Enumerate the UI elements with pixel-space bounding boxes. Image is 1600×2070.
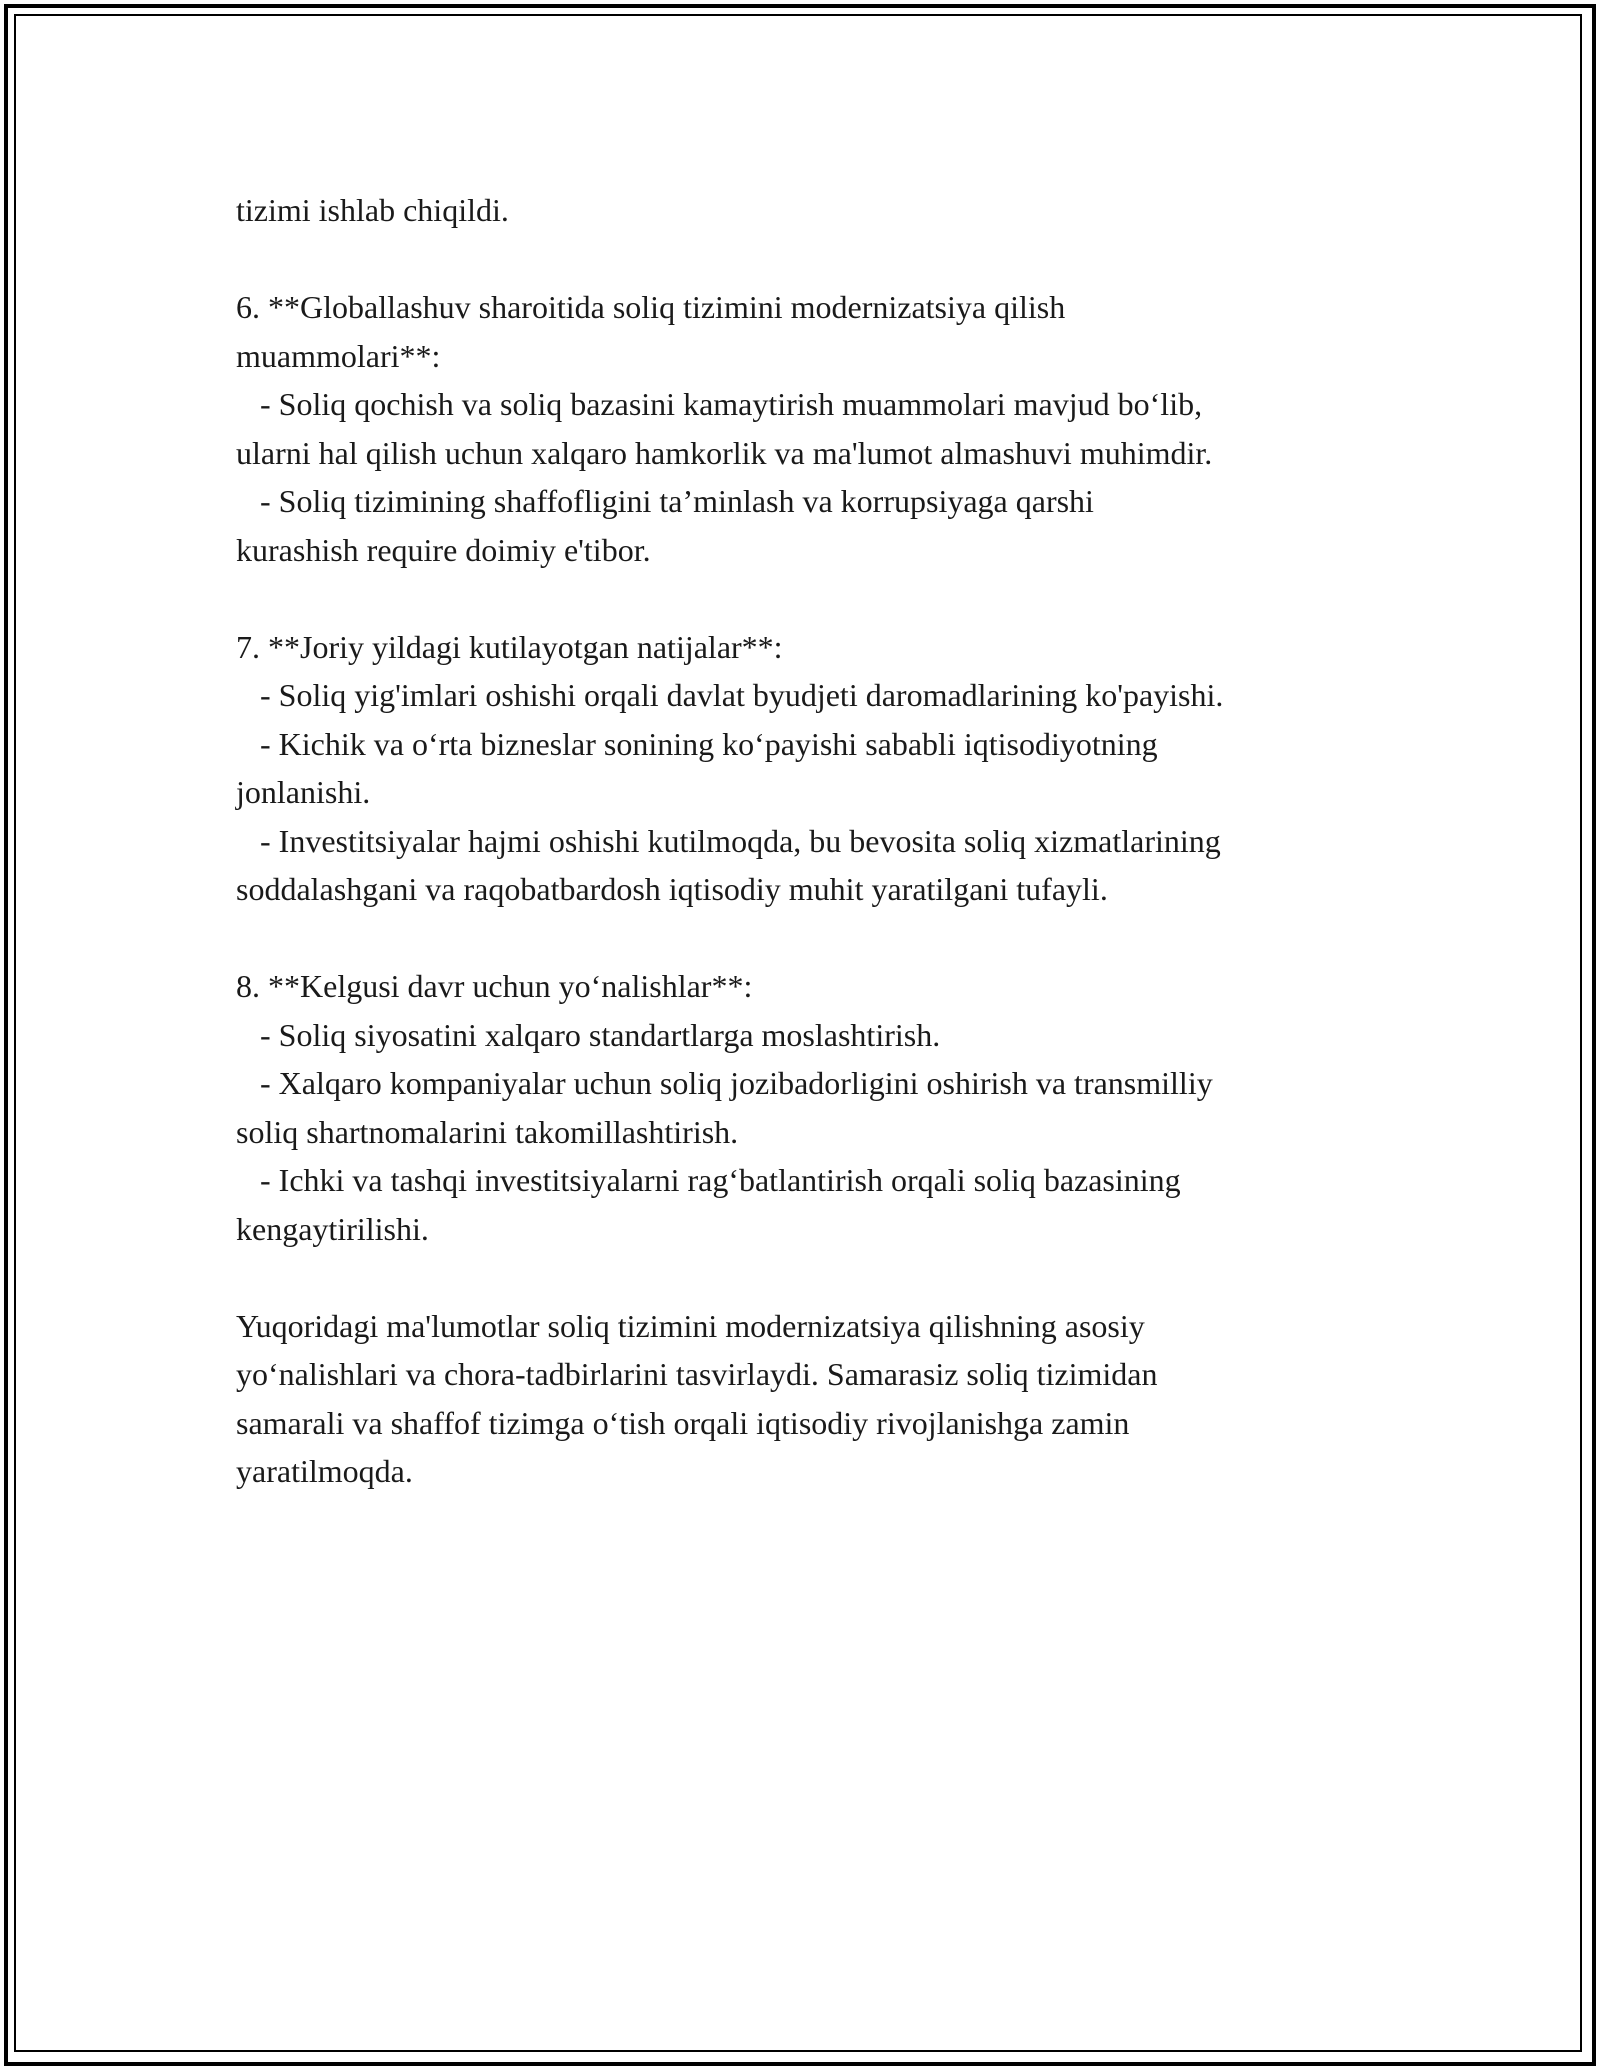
section6-bullet1-line2: ularni hal qilish uchun xalqaro hamkorlik va ma'lumot almashuvi muhimdir. — [236, 434, 1213, 471]
section8-bullet3-line1: - Ichki va tashqi investitsiyalarni rag‘batlantirish orqali soliq bazasining — [236, 1162, 1181, 1198]
section7-bullet3-line1: - Investitsiyalar hajmi oshishi kutilmoqda, bu bevosita soliq xizmatlarining — [236, 822, 1221, 859]
section8-heading: 8. **Kelgusi davr uchun yo‘nalishlar**: — [236, 968, 753, 1004]
section7-bullet3-line2: soddalashgani va raqobatbardosh iqtisodiy muhit yaratilgani tufayli. — [236, 871, 1108, 907]
section7-bullet2-line1: - Kichik va o‘rta bizneslar sonining ko‘payishi sababli iqtisodiyotning — [236, 725, 1158, 762]
conclusion-line3: samarali va shaffof tizimga o‘tish orqali iqtisodiy rivojlanishga zamin — [236, 1404, 1130, 1441]
section8-bullet1: - Soliq siyosatini xalqaro standartlarga moslashtirish. — [236, 1016, 941, 1053]
document-body — [236, 186, 1426, 1496]
section7-heading: 7. **Joriy yildagi kutilayotgan natijalar**: — [236, 628, 783, 665]
paragraph-gap — [236, 914, 1426, 963]
section8-bullet3-line2: kengaytirilishi. — [236, 1210, 429, 1247]
conclusion-line4: yaratilmoqda. — [236, 1453, 413, 1489]
paragraph-gap — [236, 235, 1426, 284]
paragraph-gap — [236, 574, 1426, 623]
conclusion-line1: Yuqoridagi ma'lumotlar soliq tizimini modernizatsiya qilishning asosiy — [236, 1307, 1145, 1344]
section6-bullet2-line2: kurashish require doimiy e'tibor. — [236, 531, 651, 568]
paragraph-gap — [236, 1253, 1426, 1302]
section6-heading-line2: muammolari**: — [236, 337, 441, 374]
section8-bullet2-line2: soliq shartnomalarini takomillashtirish. — [236, 1113, 739, 1150]
section6-bullet2-line1: - Soliq tizimining shaffofligini ta’minlash va korrupsiyaga qarshi — [236, 483, 1094, 519]
section6-heading-line1: 6. **Globallashuv sharoitida soliq tizimini modernizatsiya qilish — [236, 289, 1066, 325]
section6-bullet1-line1: - Soliq qochish va soliq bazasini kamaytirish muammolari mavjud bo‘lib, — [236, 386, 1203, 422]
section7-bullet2-line2: jonlanishi. — [236, 774, 371, 810]
intro-tail-line: tizimi ishlab chiqildi. — [236, 192, 509, 228]
conclusion-line2: yo‘nalishlari va chora-tadbirlarini tasvirlaydi. Samarasiz soliq tizimidan — [236, 1356, 1158, 1392]
section8-bullet2-line1: - Xalqaro kompaniyalar uchun soliq jozibadorligini oshirish va transmilliy — [236, 1065, 1213, 1101]
section7-bullet1: - Soliq yig'imlari oshishi orqali davlat byudjeti daromadlarining ko'payishi. — [236, 677, 1224, 713]
